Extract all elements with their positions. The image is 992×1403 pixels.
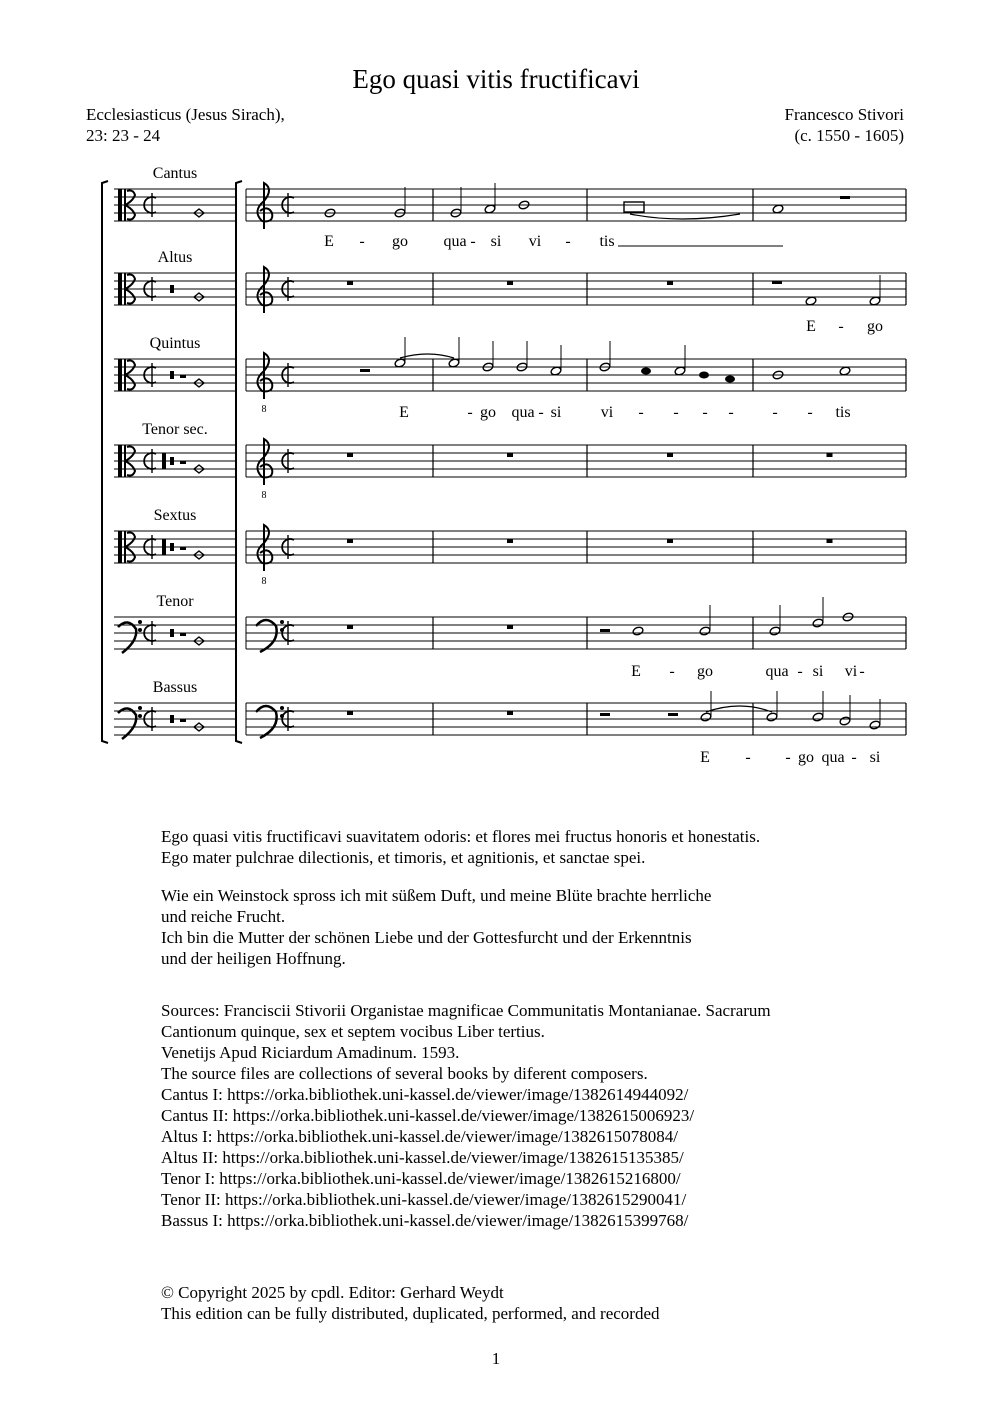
lyric-syllable: - (638, 404, 644, 421)
composer-dates: (c. 1550 - 1605) (794, 126, 904, 145)
lyric-syllable: - (673, 404, 679, 421)
voice-label-sextus: Sextus (153, 507, 197, 524)
rest-icon (507, 711, 513, 715)
lyric-syllable: E (399, 404, 409, 421)
note-head-icon (641, 368, 651, 375)
rest-icon (600, 713, 610, 716)
source-link-altus-2[interactable]: Altus II: https://orka.bibliothek.uni-kassel.de/viewer/image/1382615135385/ (161, 1148, 684, 1167)
bass-clef-icon (280, 706, 284, 710)
rest-icon (170, 457, 174, 465)
lyric-syllable: si (550, 404, 562, 421)
octave-mark: 8 (261, 490, 267, 501)
lyric-syllable: si (490, 233, 502, 250)
german-text-line: Wie ein Weinstock spross ich mit süßem Duft, und meine Blüte brachte herrliche (161, 886, 712, 905)
treble-clef-icon (257, 353, 272, 399)
rest-icon (180, 633, 186, 636)
rest-icon (170, 629, 174, 637)
source-link-cantus-1[interactable]: Cantus I: https://orka.bibliothek.uni-kassel.de/viewer/image/1382614944092/ (161, 1085, 689, 1104)
note-head-icon (772, 204, 784, 214)
note-head-icon (812, 618, 824, 628)
lyric-syllable: si (812, 663, 824, 680)
voice-label-cantus: Cantus (152, 165, 198, 182)
tie-icon (630, 214, 740, 219)
lyric-syllable: E (631, 663, 641, 680)
lyric-syllable: go (480, 404, 496, 421)
lyric-syllable: E (324, 233, 334, 250)
voice-label-quintus: Quintus (149, 335, 201, 352)
note-head-icon (448, 358, 460, 368)
lyric-syllable: tis (599, 233, 615, 250)
c-clef-icon (118, 189, 122, 221)
sources-line: Cantionum quinque, sex et septem vocibus Liber tertius. (161, 1022, 545, 1041)
f-clef-icon (138, 620, 142, 624)
rest-icon (827, 453, 833, 457)
source-link-altus-1[interactable]: Altus I: https://orka.bibliothek.uni-kassel.de/viewer/image/1382615078084/ (161, 1127, 679, 1146)
sources-line: Venetijs Apud Riciardum Amadinum. 1593. (161, 1043, 460, 1062)
rest-icon (162, 453, 166, 469)
german-translation (161, 885, 881, 969)
lyric-syllable: go (798, 749, 814, 766)
lyric-syllable: - (669, 663, 675, 680)
page-number: 1 (491, 1349, 501, 1368)
lyric-syllable: - (851, 749, 857, 766)
note-head-icon (769, 626, 781, 636)
rest-icon (170, 543, 174, 551)
note-head-icon (869, 720, 881, 730)
rest-icon (347, 625, 353, 629)
composer-name: Francesco Stivori (784, 105, 904, 124)
lyric-syllable: vi (844, 663, 858, 680)
sources-section (161, 1000, 881, 1231)
note-head-icon (550, 366, 562, 376)
page-title: Ego quasi vitis fructificavi (352, 64, 640, 94)
voice-label-tenor-sec-: Tenor sec. (142, 421, 208, 438)
rest-icon (507, 453, 513, 457)
source-link-bassus-1[interactable]: Bassus I: https://orka.bibliothek.uni-kassel.de/viewer/image/1382615399768/ (161, 1211, 689, 1230)
treble-clef-icon (257, 183, 272, 229)
rest-icon (347, 281, 353, 285)
f-clef-icon (138, 714, 142, 718)
source-link-tenor-2[interactable]: Tenor II: https://orka.bibliothek.uni-kassel.de/viewer/image/1382615290041/ (161, 1190, 687, 1209)
treble-clef-icon (257, 267, 272, 313)
note-head-icon (812, 712, 824, 722)
rest-icon (507, 539, 513, 543)
note-head-icon (839, 366, 851, 376)
note-head-icon (484, 204, 496, 214)
latin-text-line: Ego quasi vitis fructificavi suavitatem odoris: et flores mei fructus honoris et honestatis. (161, 827, 761, 846)
rest-icon (667, 281, 673, 285)
f-clef-icon (138, 706, 142, 710)
note-head-icon (805, 296, 817, 306)
rest-icon (600, 629, 610, 632)
lyric-syllable: qua (821, 749, 845, 766)
note-head-icon (839, 716, 851, 726)
rest-icon (347, 539, 353, 543)
octave-mark: 8 (261, 404, 267, 415)
note-head-icon (674, 366, 686, 376)
note-head-icon (725, 376, 735, 383)
lyric-syllable: - (807, 404, 813, 421)
rest-icon (507, 625, 513, 629)
rest-icon (772, 281, 782, 284)
lyric-syllable: tis (835, 404, 851, 421)
lyric-syllable: vi (528, 233, 542, 250)
lyric-syllable: - (728, 404, 734, 421)
note-head-icon (632, 626, 644, 636)
lyric-syllable: - (702, 404, 708, 421)
copyright-notice (161, 1282, 881, 1324)
note-head-icon (766, 712, 778, 722)
f-clef-icon (118, 708, 136, 739)
rest-icon (840, 196, 850, 199)
note-head-icon (699, 372, 709, 379)
rest-icon (170, 371, 174, 379)
treble-clef-icon (257, 439, 272, 485)
latin-text-line: Ego mater pulchrae dilectionis, et timoris, et agnitionis, et sanctae spei. (161, 848, 646, 867)
system-bracket (102, 181, 108, 743)
c-clef-icon (118, 359, 122, 391)
lyric-syllable: vi (600, 404, 614, 421)
rest-icon (180, 547, 186, 550)
lyric-syllable: qua (511, 404, 535, 421)
copyright-line: This edition can be fully distributed, duplicated, performed, and recorded (161, 1304, 660, 1323)
lyric-syllable: - (467, 404, 473, 421)
rest-icon (170, 715, 174, 723)
c-clef-icon (118, 445, 122, 477)
rest-icon (360, 369, 370, 372)
latin-text (161, 826, 881, 868)
octave-mark: 8 (261, 576, 267, 587)
f-clef-icon (138, 628, 142, 632)
lyric-syllable: qua (443, 233, 467, 250)
lyric-syllable: - (538, 404, 544, 421)
rest-icon (347, 711, 353, 715)
treble-clef-icon (257, 525, 272, 571)
lyric-syllable: - (838, 318, 844, 335)
lyric-syllable: - (745, 749, 751, 766)
sources-line: The source files are collections of several books by diferent composers. (161, 1064, 648, 1083)
note-head-icon (394, 358, 406, 368)
lyric-syllable: - (797, 663, 803, 680)
rest-icon (668, 713, 678, 716)
copyright-line: © Copyright 2025 by cpdl. Editor: Gerhard Weydt (161, 1283, 504, 1302)
lyric-syllable: - (859, 663, 865, 680)
c-clef-icon (118, 531, 122, 563)
german-text-line: und der heiligen Hoffnung. (161, 949, 346, 968)
lyric-syllable: - (772, 404, 778, 421)
lyric-syllable: E (806, 318, 816, 335)
rest-icon (667, 539, 673, 543)
f-clef-icon (118, 622, 136, 653)
system-bracket (236, 181, 242, 743)
lyric-syllable: - (470, 233, 476, 250)
note-head-icon (869, 296, 881, 306)
german-text-line: Ich bin die Mutter der schönen Liebe und der Gottesfurcht und der Erkenntnis (161, 928, 692, 947)
note-head-icon (699, 626, 711, 636)
text-source-line: Ecclesiasticus (Jesus Sirach), (86, 105, 285, 124)
lyric-syllable: go (697, 663, 713, 680)
tie-icon (400, 354, 454, 358)
rest-icon (180, 461, 186, 464)
breve-note-icon (624, 202, 644, 212)
lyric-syllable: E (700, 749, 710, 766)
voice-label-bassus: Bassus (152, 679, 198, 696)
lyric-syllable: - (565, 233, 571, 250)
note-head-icon (700, 712, 712, 722)
rest-icon (170, 285, 174, 293)
german-text-line: und reiche Frucht. (161, 907, 286, 926)
lyric-syllable: go (392, 233, 408, 250)
rest-icon (347, 453, 353, 457)
rest-icon (507, 281, 513, 285)
lyric-syllable: go (867, 318, 883, 335)
bass-clef-icon (280, 620, 284, 624)
source-link-tenor-1[interactable]: Tenor I: https://orka.bibliothek.uni-kassel.de/viewer/image/1382615216800/ (161, 1169, 681, 1188)
voice-label-tenor: Tenor (156, 593, 194, 610)
rest-icon (180, 719, 186, 722)
lyric-syllable: - (785, 749, 791, 766)
rest-icon (667, 453, 673, 457)
rest-icon (180, 375, 186, 378)
lyric-syllable: si (869, 749, 881, 766)
rest-icon (827, 539, 833, 543)
rest-icon (162, 539, 166, 555)
lyric-syllable: - (359, 233, 365, 250)
voice-label-altus: Altus (157, 249, 193, 266)
source-link-cantus-2[interactable]: Cantus II: https://orka.bibliothek.uni-kassel.de/viewer/image/1382615006923/ (161, 1106, 695, 1125)
sources-line: Sources: Franciscii Stivorii Organistae magnificae Communitatis Montanianae. Sacrarum (161, 1001, 771, 1020)
text-source-line: 23: 23 - 24 (86, 126, 161, 145)
c-clef-icon (118, 273, 122, 305)
lyric-syllable: qua (765, 663, 789, 680)
